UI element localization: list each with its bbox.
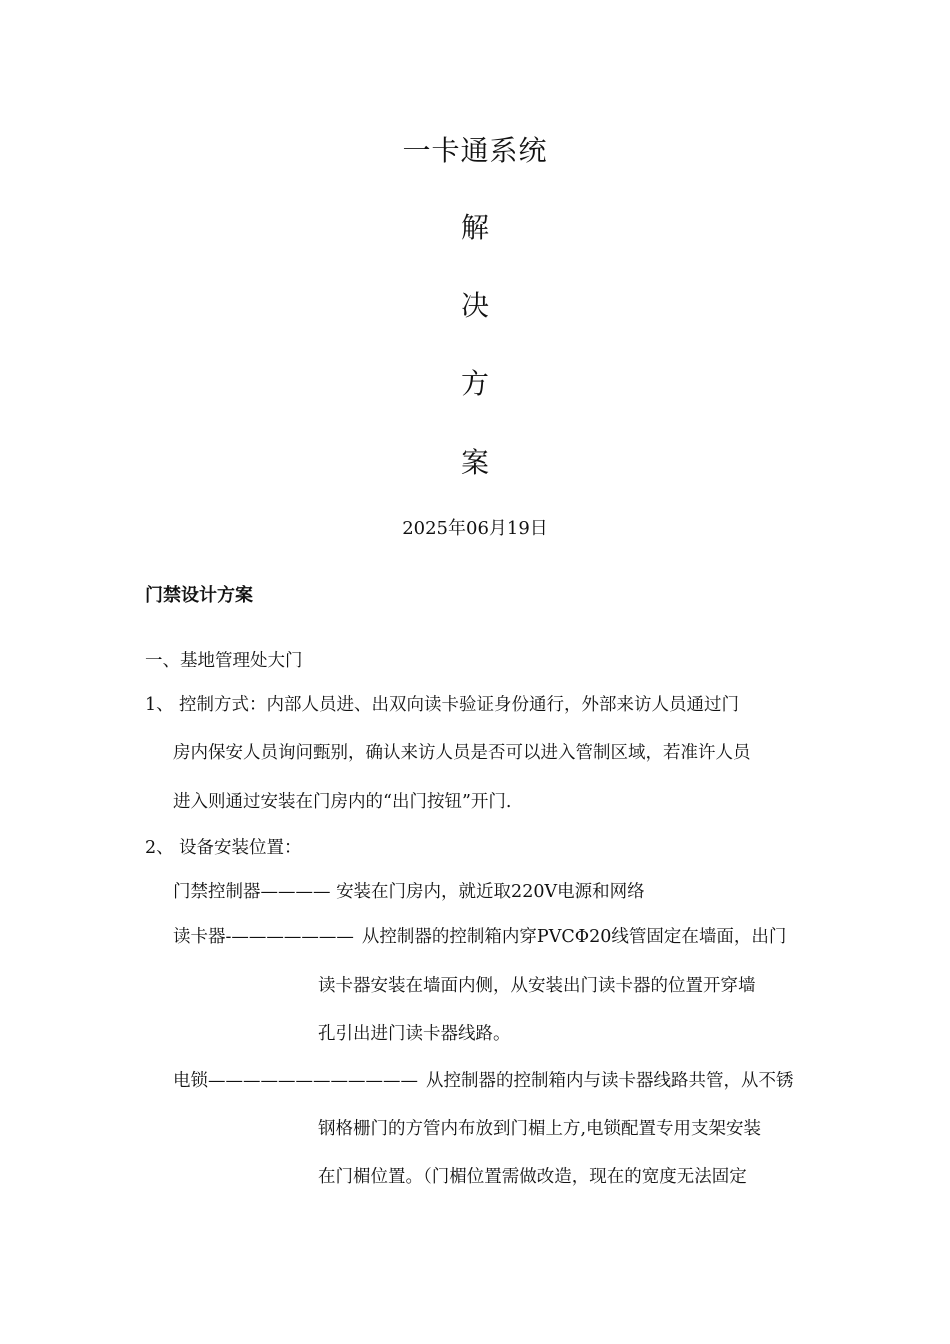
- subheading: 一、基地管理处大门: [145, 651, 303, 671]
- device-controller-name: 门禁控制器————: [173, 882, 337, 902]
- cover-char-3: 方: [460, 367, 489, 400]
- device-reader-desc-1: 从控制器的控制箱内穿PVCΦ20线管固定在墙面，出门: [361, 927, 787, 947]
- cover-date: 2025年06月19日: [402, 518, 548, 539]
- item-1-number: 1、: [145, 695, 174, 715]
- device-lock-name: 电锁————————————: [173, 1071, 418, 1091]
- item-1-line-3: 进入则通过安装在门房内的“出门按钮”开门.: [173, 792, 512, 812]
- device-reader-desc-3: 孔引出进门读卡器线路。: [318, 1024, 511, 1044]
- section-heading: 门禁设计方案: [145, 585, 253, 606]
- item-2-label: 设备安装位置：: [179, 838, 302, 858]
- device-controller-line: [173, 884, 645, 902]
- device-reader-desc-2: 读卡器安装在墙面内侧，从安装出门读卡器的位置开穿墙: [318, 976, 756, 996]
- cover-title: 一卡通系统: [402, 134, 548, 167]
- device-controller-desc: 安装在门房内，就近取220V电源和网络: [336, 882, 645, 902]
- cover-char-2: 决: [460, 289, 489, 322]
- cover-char-4: 案: [460, 446, 489, 479]
- item-1-line-1: [145, 697, 739, 715]
- device-lock-line-1: [173, 1073, 794, 1091]
- device-lock-desc-3: 在门楣位置。（门楣位置需做改造，现在的宽度无法固定: [318, 1167, 747, 1187]
- device-reader-name: 读卡器-———————: [173, 927, 354, 947]
- item-1-text: 控制方式：内部人员进、出双向读卡验证身份通行，外部来访人员通过门: [179, 695, 739, 715]
- item-1-line-2: 房内保安人员询问甄别，确认来访人员是否可以进入管制区域，若准许人员: [173, 743, 751, 763]
- device-lock-desc-2: 钢格栅门的方管内布放到门楣上方,电锁配置专用支架安装: [318, 1119, 762, 1139]
- cover-char-1: 解: [460, 211, 489, 244]
- device-lock-desc-1: 从控制器的控制箱内与读卡器线路共管，从不锈: [426, 1071, 794, 1091]
- item-2-line: [145, 840, 302, 858]
- item-2-number: 2、: [145, 838, 174, 858]
- device-reader-line-1: [173, 929, 786, 947]
